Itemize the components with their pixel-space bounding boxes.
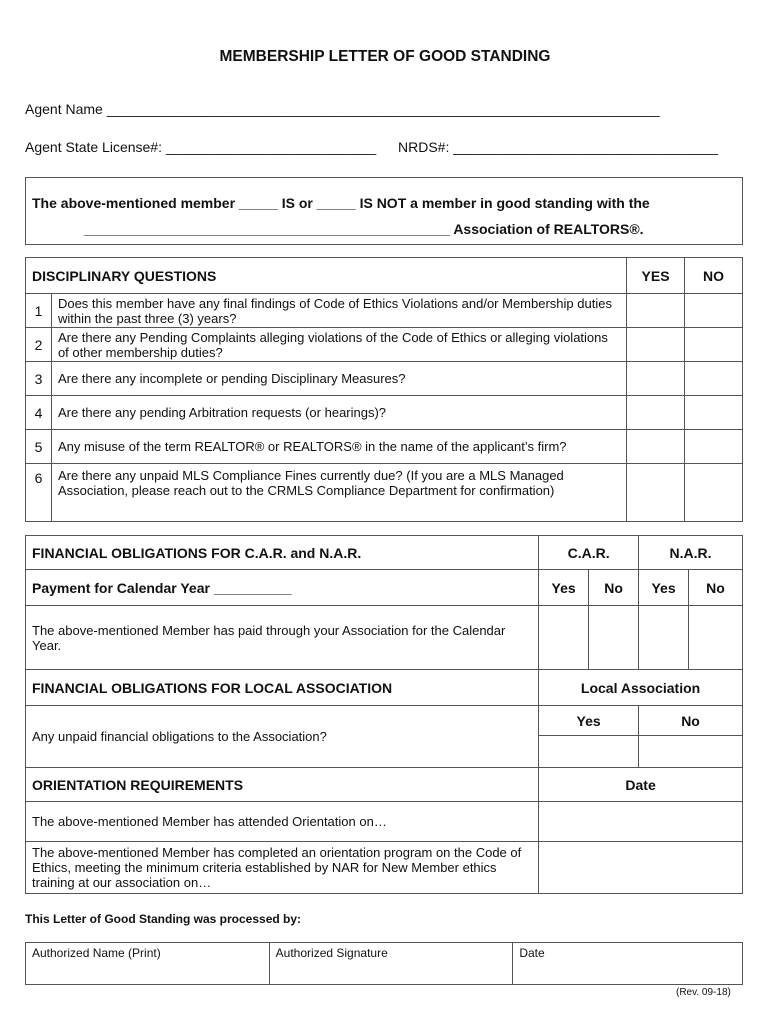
local-no-label: No xyxy=(639,706,743,736)
financial-header: FINANCIAL OBLIGATIONS FOR C.A.R. and N.A.R. xyxy=(26,536,539,570)
nar-yes-label: Yes xyxy=(639,570,689,606)
yes-checkbox[interactable] xyxy=(627,430,685,464)
orientation-completed-text: The above-mentioned Member has completed an orientation program on the Code of Ethics, meeting the minimum criteria established by NAR for New Member ethics training at our association on… xyxy=(26,842,539,894)
row-number: 3 xyxy=(26,362,52,396)
local-yes-checkbox[interactable] xyxy=(539,736,639,768)
car-yes-label: Yes xyxy=(539,570,589,606)
row-number: 1 xyxy=(26,294,52,328)
no-checkbox[interactable] xyxy=(685,396,743,430)
local-no-checkbox[interactable] xyxy=(639,736,743,768)
car-no-checkbox[interactable] xyxy=(589,606,639,670)
row-number: 6 xyxy=(26,464,52,522)
local-header: FINANCIAL OBLIGATIONS FOR LOCAL ASSOCIATION xyxy=(26,670,539,706)
statement-line-1[interactable]: The above-mentioned member _____ IS or _____ IS NOT a member in good standing with the xyxy=(32,195,650,211)
no-header: NO xyxy=(685,258,743,294)
agent-name-field[interactable]: Agent Name _______________________________________________________________________ xyxy=(25,101,660,117)
processed-by-label: This Letter of Good Standing was processed by: xyxy=(25,912,302,926)
no-checkbox[interactable] xyxy=(685,294,743,328)
orientation-completed-date[interactable] xyxy=(539,842,743,894)
yes-checkbox[interactable] xyxy=(627,294,685,328)
question-text: Any misuse of the term REALTOR® or REALTORS® in the name of the applicant’s firm? xyxy=(51,430,626,464)
question-text: Does this member have any final findings of Code of Ethics Violations and/or Membership duties within the past three (3) years? xyxy=(51,294,626,328)
orientation-attended-date[interactable] xyxy=(539,802,743,842)
no-checkbox[interactable] xyxy=(685,464,743,522)
row-number: 5 xyxy=(26,430,52,464)
financial-table xyxy=(25,535,743,894)
nar-yes-checkbox[interactable] xyxy=(639,606,689,670)
yes-header: YES xyxy=(627,258,685,294)
question-text: Are there any incomplete or pending Disciplinary Measures? xyxy=(51,362,626,396)
question-text: Are there any pending Arbitration requests (or hearings)? xyxy=(51,396,626,430)
local-yes-label: Yes xyxy=(539,706,639,736)
page-title: MEMBERSHIP LETTER OF GOOD STANDING xyxy=(219,48,551,65)
question-text: Are there any unpaid MLS Compliance Fines currently due? (If you are a MLS Managed Association, please reach out to the CRMLS Compliance Department for confirmation) xyxy=(51,464,626,522)
no-checkbox[interactable] xyxy=(685,328,743,362)
disciplinary-header: DISCIPLINARY QUESTIONS xyxy=(26,258,627,294)
standing-statement-box xyxy=(25,177,743,245)
paid-text: The above-mentioned Member has paid through your Association for the Calendar Year. xyxy=(26,606,539,670)
nar-header: N.A.R. xyxy=(639,536,743,570)
agent-license-field[interactable]: Agent State License#: ___________________________ xyxy=(25,139,377,155)
car-yes-checkbox[interactable] xyxy=(539,606,589,670)
no-checkbox[interactable] xyxy=(685,430,743,464)
orientation-header: ORIENTATION REQUIREMENTS xyxy=(26,768,539,802)
nrds-field[interactable]: NRDS#: __________________________________ xyxy=(398,139,718,155)
authorized-signature-field[interactable]: Authorized Signature xyxy=(269,943,513,985)
nar-no-checkbox[interactable] xyxy=(689,606,743,670)
signature-date-field[interactable]: Date xyxy=(513,943,743,985)
nar-no-label: No xyxy=(689,570,743,606)
statement-line-2[interactable]: _______________________________________________ Association of REALTORS®. xyxy=(84,221,644,237)
signature-table xyxy=(25,942,743,985)
yes-checkbox[interactable] xyxy=(627,464,685,522)
question-text: Are there any Pending Complaints alleging violations of the Code of Ethics or alleging violations of other membership duties? xyxy=(51,328,626,362)
car-header: C.A.R. xyxy=(539,536,639,570)
yes-checkbox[interactable] xyxy=(627,362,685,396)
yes-checkbox[interactable] xyxy=(627,396,685,430)
local-question: Any unpaid financial obligations to the Association? xyxy=(26,706,539,768)
disciplinary-table xyxy=(25,257,743,522)
payment-year-field[interactable]: Payment for Calendar Year __________ xyxy=(26,570,539,606)
orientation-date-header: Date xyxy=(539,768,743,802)
row-number: 4 xyxy=(26,396,52,430)
authorized-name-field[interactable]: Authorized Name (Print) xyxy=(26,943,270,985)
local-association-header: Local Association xyxy=(539,670,743,706)
row-number: 2 xyxy=(26,328,52,362)
car-no-label: No xyxy=(589,570,639,606)
no-checkbox[interactable] xyxy=(685,362,743,396)
yes-checkbox[interactable] xyxy=(627,328,685,362)
revision-label: (Rev. 09-18) xyxy=(676,987,731,998)
orientation-attended-text: The above-mentioned Member has attended Orientation on… xyxy=(26,802,539,842)
